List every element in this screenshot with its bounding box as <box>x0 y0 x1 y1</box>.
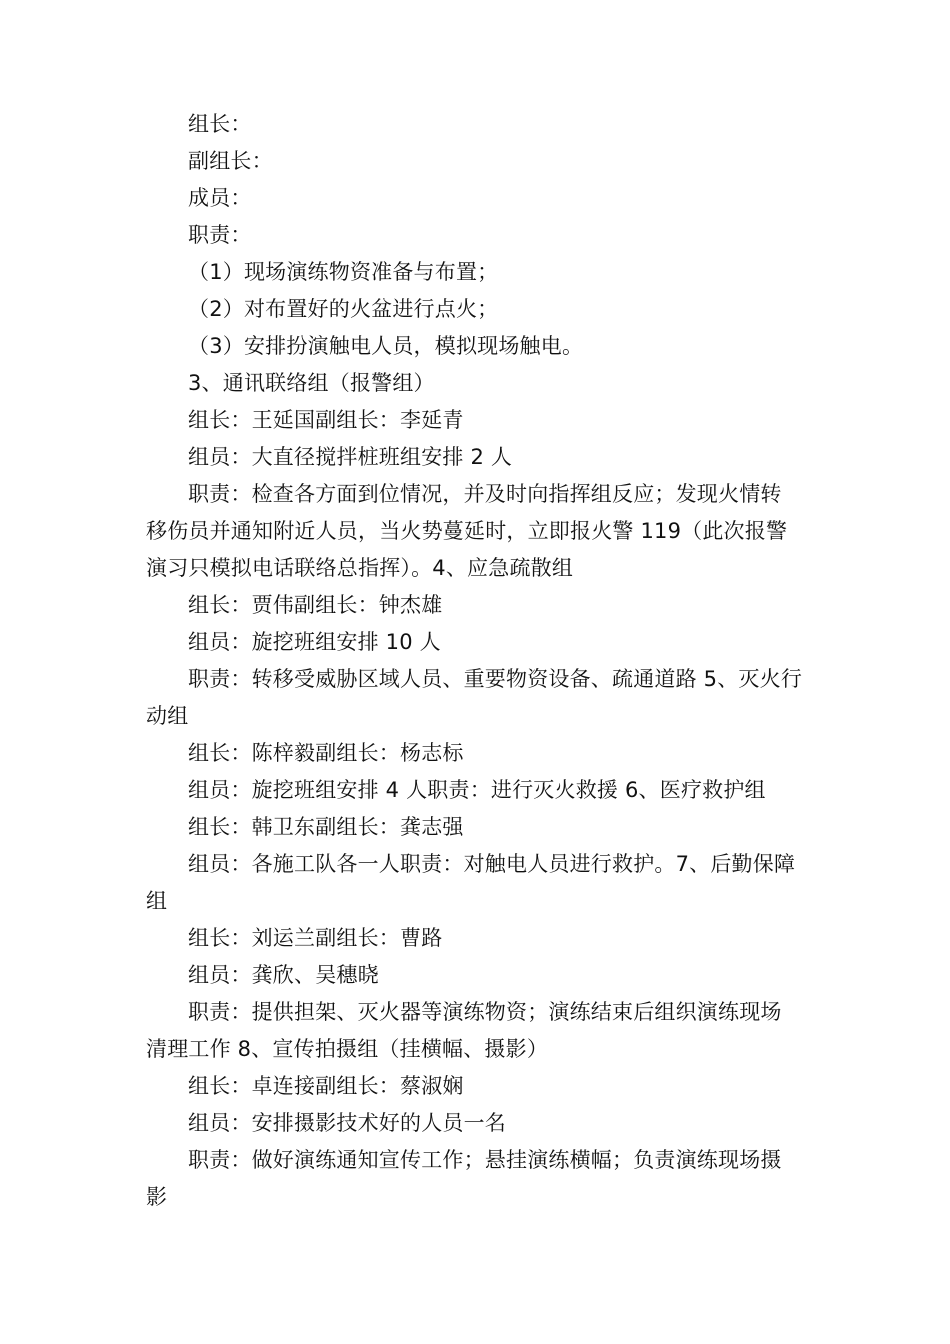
logistics-members: 组员：龚欣、吴穗晓 <box>188 963 379 987</box>
communication-members: 组员：大直径搅拌桩班组安排 2 人 <box>188 445 513 469</box>
logistics-leaders: 组长：刘运兰副组长：曹路 <box>188 926 443 950</box>
evacuation-duties-line-1: 职责：转移受威胁区域人员、重要物资设备、疏通道路 5、灭火行 <box>188 667 803 691</box>
communication-duties-line-1: 职责：检查各方面到位情况，并及时向指挥组反应；发现火情转 <box>188 482 782 506</box>
publicity-members: 组员：安排摄影技术好的人员一名 <box>188 1111 506 1135</box>
section-heading-communication: 3、通讯联络组（报警组） <box>188 371 435 395</box>
communication-duties-line-3: 演习只模拟电话联络总指挥）。4、应急疏散组 <box>146 556 574 580</box>
logistics-duties-line-2: 清理工作 8、宣传拍摄组（挂横幅、摄影） <box>146 1037 549 1061</box>
evacuation-duties-line-2: 动组 <box>146 704 189 728</box>
paragraph-members: 成员： <box>188 186 252 210</box>
firefighting-members-duties: 组员：旋挖班组安排 4 人职责：进行灭火救援 6、医疗救护组 <box>188 778 766 802</box>
paragraph-leader: 组长： <box>188 112 252 136</box>
paragraph-duties: 职责： <box>188 223 252 247</box>
evacuation-leaders: 组长：贾伟副组长：钟杰雄 <box>188 593 443 617</box>
document-body <box>146 106 811 1216</box>
medical-leaders: 组长：韩卫东副组长：龚志强 <box>188 815 464 839</box>
evacuation-members: 组员：旋挖班组安排 10 人 <box>188 630 441 654</box>
paragraph-deputy-leader: 副组长： <box>188 149 273 173</box>
firefighting-leaders: 组长：陈梓毅副组长：杨志标 <box>188 741 464 765</box>
duty-item-1: （1）现场演练物资准备与布置； <box>188 260 499 284</box>
communication-duties-line-2: 移伤员并通知附近人员，当火势蔓延时，立即报火警 119（此次报警 <box>146 519 788 543</box>
logistics-duties-line-1: 职责：提供担架、灭火器等演练物资；演练结束后组织演练现场 <box>188 1000 782 1024</box>
publicity-duties-line-2: 影 <box>146 1185 168 1209</box>
medical-members-duties-line-2: 组 <box>146 889 168 913</box>
publicity-duties-line-1: 职责：做好演练通知宣传工作；悬挂演练横幅；负责演练现场摄 <box>188 1148 782 1172</box>
duty-item-3: （3）安排扮演触电人员，模拟现场触电。 <box>188 334 584 358</box>
duty-item-2: （2）对布置好的火盆进行点火； <box>188 297 499 321</box>
publicity-leaders: 组长：卓连接副组长：蔡淑娴 <box>188 1074 464 1098</box>
communication-leaders: 组长：王延国副组长：李延青 <box>188 408 464 432</box>
medical-members-duties-line-1: 组员：各施工队各一人职责：对触电人员进行救护。7、后勤保障 <box>188 852 796 876</box>
